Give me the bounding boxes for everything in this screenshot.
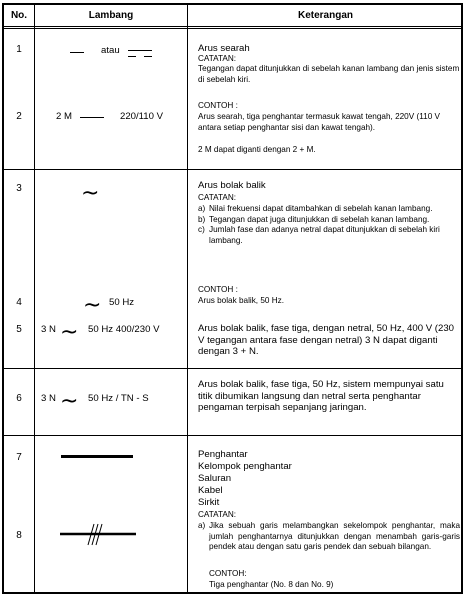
row-number: 2 [16,111,22,122]
row4-contoh-text: Arus bolak balik, 50 Hz. [198,296,285,305]
row2-symbol-left: 2 M [56,111,72,122]
dc-dash-symbol [128,56,136,57]
row7-line: Penghantar [198,449,248,460]
row6-symbol-right: 50 Hz / TN - S [88,393,149,404]
dc-dash-symbol [144,56,152,57]
or-text: atau [101,45,120,56]
row2-contoh-text: Arus searah, tiga penghantar termasuk kawat tengah, 220V (110 V antara setiap penghantar sisi dan kawat tengah). [198,112,440,132]
row5-symbol-right: 50 Hz 400/230 V [88,324,160,335]
symbol-table [2,3,463,594]
row-divider [4,169,461,170]
row2-symbol-right: 220/110 V [120,111,164,122]
row2-contoh-note: 2 M dapat diganti dengan 2 + M. [198,145,316,154]
header-divider [4,26,461,27]
row7-line: Kabel [198,485,223,496]
row-divider [4,368,461,369]
row7-line: Sirkit [198,497,220,508]
header-keterangan: Keterangan [297,10,353,21]
row-number: 6 [16,393,22,404]
row4-symbol-right: 50 Hz [109,297,135,308]
column-divider-lambang [187,5,188,592]
row5-symbol-left: 3 N [41,324,56,335]
row5-text: Arus bolak balik, fase tiga, dengan netral, 50 Hz, 400 V (230 V tegangan antara fase dengan netral) 3 N dapat diganti dengan 3 + N. [198,323,454,357]
column-divider-no [34,5,35,592]
list-item: b) Tegangan dapat juga ditunjukkan di sebelah kanan lambang. [198,214,430,224]
list-item: a) Nilai frekuensi dapat ditambahkan di sebelah kanan lambang. [198,204,433,213]
ac-tilde-symbol: ~ [83,293,102,318]
row3-notes-list [198,204,448,246]
row7-line: Saluran [198,473,232,484]
row1-catatan-label: CATATAN: [198,54,237,63]
row-number: 1 [16,44,22,55]
row8-item-label: a) [198,521,206,530]
row1-catatan-text: Tegangan dapat ditunjukkan di sebelah kanan lambang dan jenis sistem di sebelah kiri. [198,64,460,84]
row8-catatan-label: CATATAN: [198,510,237,519]
list-item: c) Jumlah fase dan adanya netral dapat ditunjukkan di sebelah kiri lambang. [198,225,440,245]
row-number: 4 [16,297,22,308]
header-divider-double [4,28,461,29]
row7-line: Kelompok penghantar [198,461,292,472]
row8-contoh-text: Tiga penghantar (No. 8 dan No. 9) [209,580,334,589]
row8-note [198,521,460,553]
row2-contoh-label: CONTOH : [198,101,238,110]
header-lambang: Lambang [88,10,134,21]
header-no: No. [10,10,28,21]
row4-contoh-label: CONTOH : [198,285,238,294]
dc-line-symbol [70,52,84,53]
row-divider [4,435,461,436]
three-conductor-symbol [58,521,138,547]
row6-symbol-left: 3 N [41,393,56,404]
ac-tilde-symbol: ~ [81,181,100,206]
conductor-line-symbol [61,455,133,458]
row6-text: Arus bolak balik, fase tiga, 50 Hz, sistem mempunyai satu titik dibumikan langsung dan netral serta penghantar pengaman terpisah sepanjang jaringan. [198,379,444,413]
ac-tilde-symbol: ~ [60,389,79,414]
ac-tilde-symbol: ~ [60,320,79,345]
row8-contoh-label: CONTOH: [209,569,247,578]
dc-line-symbol [80,117,104,118]
row-number: 5 [16,324,22,335]
dc-line-symbol-alt [128,50,152,51]
row3-title: Arus bolak balik [198,180,266,191]
row-number: 3 [16,183,22,194]
row3-catatan-label: CATATAN: [198,193,237,202]
row-number: 7 [16,452,22,463]
row-number: 8 [16,530,22,541]
row1-title: Arus searah [198,43,250,54]
row8-item-text: Jika sebuah garis melambangkan sekelompok penghantar, maka jumlah penghantarnya ditunjukkan dengan menambah garis-garis pendek atau dengan satu garis pendek dan sebuah bilangan. [209,521,460,552]
